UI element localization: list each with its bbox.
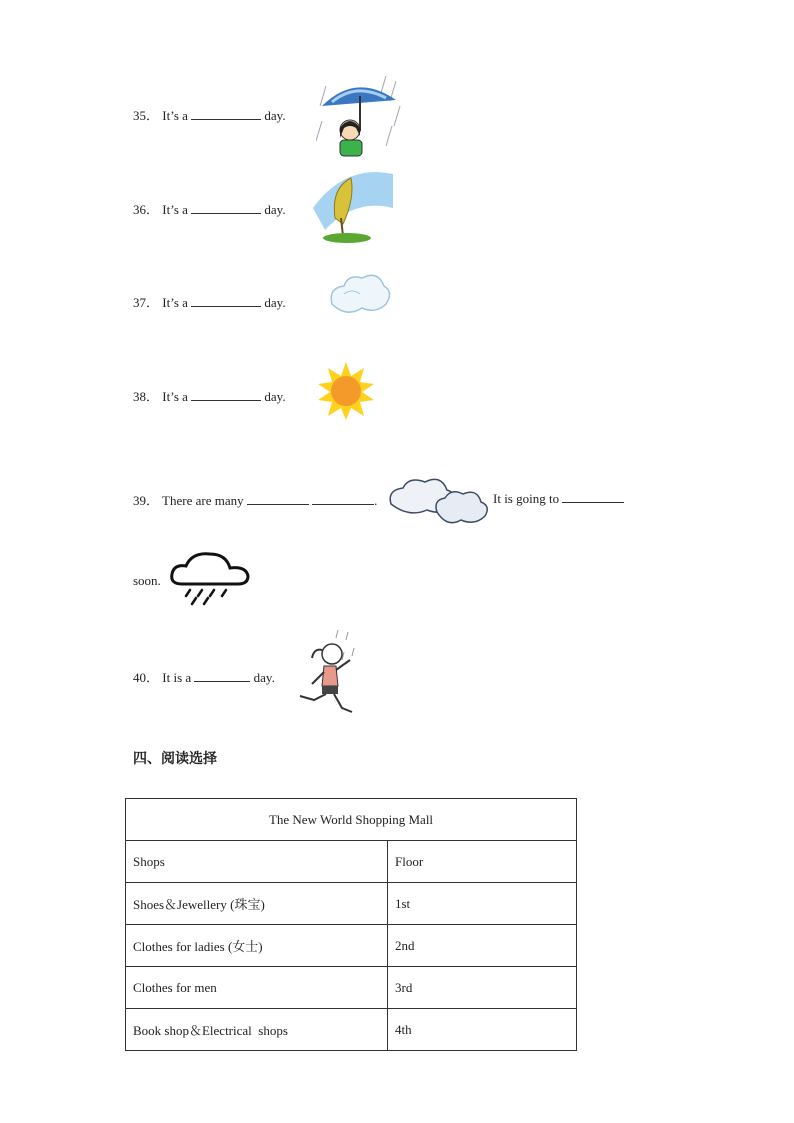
table-row — [126, 967, 577, 1009]
answer-blank-3[interactable] — [562, 490, 624, 503]
question-suffix: day. — [253, 670, 275, 685]
question-number: 38． — [133, 389, 160, 404]
table-title-row — [126, 799, 577, 841]
question-prefix: It is a — [162, 670, 192, 685]
question-end: soon. — [133, 573, 161, 588]
table-row — [126, 1009, 577, 1051]
answer-blank[interactable] — [191, 201, 261, 214]
table-row — [126, 883, 577, 925]
windy-tree-image — [305, 168, 395, 244]
answer-blank-1[interactable] — [247, 492, 309, 505]
shopping-mall-table — [125, 798, 577, 1051]
runner-shirt — [322, 666, 338, 686]
separator: . — [374, 493, 378, 508]
table-row — [126, 925, 577, 967]
section-title: 四、阅读选择 — [133, 751, 217, 767]
question-37 — [133, 292, 286, 311]
wind-sky — [313, 172, 393, 230]
question-suffix: day. — [264, 389, 286, 404]
question-number: 40． — [133, 670, 160, 685]
clouds-image — [387, 474, 491, 528]
answer-blank[interactable] — [191, 107, 261, 120]
question-prefix: It’s a — [162, 202, 188, 217]
cloud-shape — [331, 275, 389, 312]
answer-blank[interactable] — [191, 388, 261, 401]
answer-blank[interactable] — [191, 294, 261, 307]
question-number: 36． — [133, 202, 160, 217]
answer-blank[interactable] — [194, 669, 250, 682]
floor-cell: 4th — [388, 1009, 577, 1051]
question-prefix: It’s a — [162, 295, 188, 310]
question-39-end — [133, 573, 161, 589]
question-39 — [133, 490, 377, 509]
rain-umbrella-girl-image — [316, 76, 406, 158]
question-39-continued — [493, 490, 624, 507]
rain-lines — [186, 590, 226, 604]
question-38 — [133, 386, 286, 405]
floor-cell: 3rd — [388, 967, 577, 1009]
table-header-row — [126, 841, 577, 883]
question-middle: It is going to — [493, 491, 560, 506]
question-number: 39． — [133, 493, 160, 508]
floor-cell: 2nd — [388, 925, 577, 967]
table-title: The New World Shopping Mall — [126, 799, 577, 841]
question-prefix: It’s a — [162, 389, 188, 404]
rain-cloud-icon — [168, 550, 254, 606]
question-suffix: day. — [264, 295, 286, 310]
answer-blank-2[interactable] — [312, 492, 374, 505]
question-35 — [133, 105, 286, 124]
question-prefix: It’s a — [162, 108, 188, 123]
header-shops: Shops — [126, 841, 388, 883]
shop-cell: Book shop＆Electrical shops — [126, 1009, 388, 1051]
sun-disc — [331, 376, 361, 406]
rain-cloud-outline — [172, 554, 248, 584]
girl-running-image — [294, 628, 360, 718]
question-suffix: day. — [264, 108, 286, 123]
sun-image — [316, 362, 376, 420]
shop-cell: Shoes＆Jewellery (珠宝) — [126, 883, 388, 925]
question-40 — [133, 667, 275, 686]
runner-head — [322, 644, 342, 664]
question-36 — [133, 199, 286, 218]
question-number: 37． — [133, 295, 160, 310]
floor-cell: 1st — [388, 883, 577, 925]
question-prefix: There are many — [162, 493, 244, 508]
question-number: 35． — [133, 108, 160, 123]
header-floor: Floor — [388, 841, 577, 883]
question-suffix: day. — [264, 202, 286, 217]
shop-cell: Clothes for men — [126, 967, 388, 1009]
cloud-image — [326, 270, 394, 322]
shop-cell: Clothes for ladies (女士) — [126, 925, 388, 967]
